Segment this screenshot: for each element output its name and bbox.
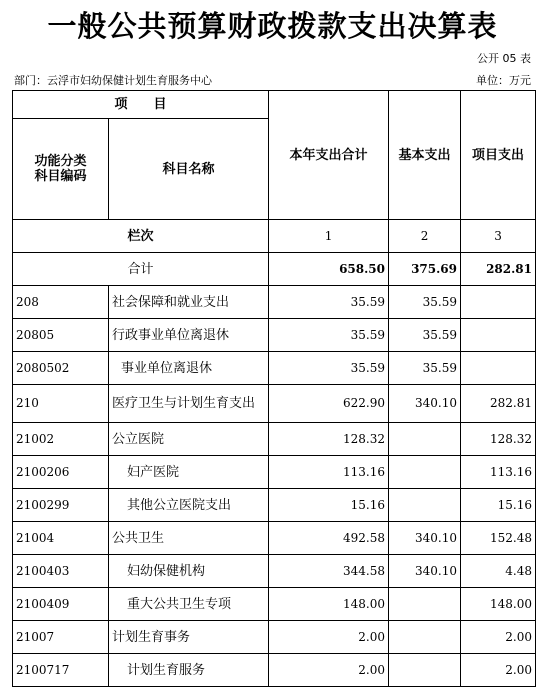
row-total: 128.32 [269,423,389,456]
row-project: 148.00 [461,588,536,621]
row-name: 计划生育事务 [109,621,269,654]
row-project [461,352,536,385]
total-project: 282.81 [461,253,536,286]
row-project: 4.48 [461,555,536,588]
row-project: 152.48 [461,522,536,555]
page-title: 一般公共预算财政拨款支出决算表 [47,9,498,43]
header-item: 项 目 [13,91,269,119]
table-row [13,456,536,489]
row-project: 282.81 [461,385,536,423]
row-name: 公立医院 [109,423,269,456]
table-row [13,286,536,319]
row-code: 2100409 [13,588,109,621]
row-total: 344.58 [269,555,389,588]
table-row [13,352,536,385]
header-func-code: 功能分类科目编码 [13,119,109,220]
total-basic: 375.69 [389,253,461,286]
table-row [13,522,536,555]
row-project: 113.16 [461,456,536,489]
row-project: 2.00 [461,621,536,654]
total-value: 658.50 [269,253,389,286]
row-total: 35.59 [269,352,389,385]
row-name: 医疗卫生与计划生育支出 [109,385,269,423]
row-total: 492.58 [269,522,389,555]
row-code: 2100206 [13,456,109,489]
row-total: 35.59 [269,319,389,352]
unit-label: 单位：万元 [476,74,531,87]
col-number-2: 2 [389,220,461,253]
row-total: 2.00 [269,654,389,687]
table-row [13,621,536,654]
row-project [461,286,536,319]
row-basic: 340.10 [389,385,461,423]
table-row [13,555,536,588]
row-code: 2100403 [13,555,109,588]
header-project: 项目支出 [461,91,536,220]
row-name: 公共卫生 [109,522,269,555]
row-basic [389,456,461,489]
row-basic: 340.10 [389,555,461,588]
row-project: 15.16 [461,489,536,522]
row-code: 21007 [13,621,109,654]
row-name: 妇产医院 [109,456,269,489]
row-basic [389,423,461,456]
header-subject-name: 科目名称 [109,119,269,220]
row-name: 其他公立医院支出 [109,489,269,522]
row-total: 15.16 [269,489,389,522]
total-label: 合计 [13,253,269,286]
row-basic [389,588,461,621]
table-row [13,588,536,621]
row-name: 行政事业单位离退休 [109,319,269,352]
row-total: 35.59 [269,286,389,319]
expenditure-table [12,90,536,687]
row-total: 622.90 [269,385,389,423]
row-project: 2.00 [461,654,536,687]
form-number: 公开 05 表 [477,52,531,65]
row-name: 计划生育服务 [109,654,269,687]
row-code: 21002 [13,423,109,456]
row-basic: 35.59 [389,352,461,385]
row-name: 重大公共卫生专项 [109,588,269,621]
row-code: 20805 [13,319,109,352]
header-basic: 基本支出 [389,91,461,220]
row-total: 113.16 [269,456,389,489]
table-row [13,319,536,352]
row-code: 2100717 [13,654,109,687]
row-total: 2.00 [269,621,389,654]
row-code: 21004 [13,522,109,555]
row-basic [389,489,461,522]
row-code: 208 [13,286,109,319]
row-name: 社会保障和就业支出 [109,286,269,319]
row-number-label: 栏次 [13,220,269,253]
row-code: 210 [13,385,109,423]
row-project: 128.32 [461,423,536,456]
row-basic: 35.59 [389,286,461,319]
table-row [13,423,536,456]
department-label: 部门：云浮市妇幼保健计划生育服务中心 [14,74,212,87]
row-total: 148.00 [269,588,389,621]
row-basic [389,621,461,654]
row-code: 2080502 [13,352,109,385]
row-basic [389,654,461,687]
row-project [461,319,536,352]
col-number-3: 3 [461,220,536,253]
table-row [13,654,536,687]
row-basic: 340.10 [389,522,461,555]
col-number-1: 1 [269,220,389,253]
table-row [13,489,536,522]
row-code: 2100299 [13,489,109,522]
header-total: 本年支出合计 [269,91,389,220]
row-name: 妇幼保健机构 [109,555,269,588]
row-name: 事业单位离退休 [109,352,269,385]
table-row [13,385,536,423]
row-basic: 35.59 [389,319,461,352]
